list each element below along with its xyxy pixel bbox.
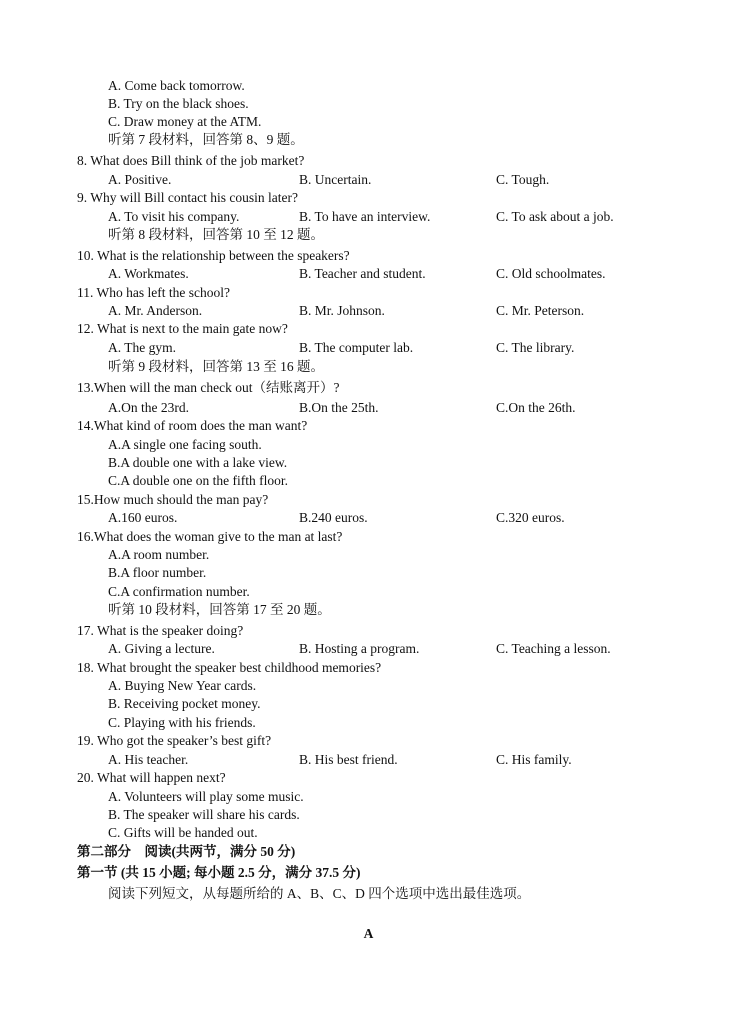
- option-c: C. Mr. Peterson.: [496, 303, 585, 318]
- question: 17. What is the speaker doing?: [77, 623, 244, 638]
- section-instruction: 听第 8 段材料，回答第 10 至 12 题。: [108, 227, 324, 242]
- option-c: C.On the 26th.: [496, 400, 576, 415]
- option-a: A. Mr. Anderson.: [108, 303, 203, 318]
- option-line: C. Gifts will be handed out.: [108, 825, 258, 840]
- option-a: A. To visit his company.: [108, 209, 240, 224]
- option-c: C. To ask about a job.: [496, 209, 614, 224]
- section-instruction: 听第 7 段材料，回答第 8、9 题。: [108, 132, 304, 147]
- option-b: B. His best friend.: [299, 752, 398, 767]
- option-a: A. Giving a lecture.: [108, 641, 215, 656]
- option-a: A. Positive.: [108, 172, 172, 187]
- option-line: C. Draw money at the ATM.: [108, 114, 262, 129]
- option-line: C.A double one on the fifth floor.: [108, 473, 288, 488]
- option-b: B. Mr. Johnson.: [299, 303, 385, 318]
- option-line: B. Try on the black shoes.: [108, 96, 249, 111]
- option-a: A. His teacher.: [108, 752, 189, 767]
- question: 19. Who got the speaker’s best gift?: [77, 733, 272, 748]
- option-line: B.A double one with a lake view.: [108, 455, 288, 470]
- question: 15.How much should the man pay?: [77, 492, 269, 507]
- question: 13.When will the man check out（结账离开）?: [77, 380, 340, 395]
- option-line: A. Buying New Year cards.: [108, 678, 257, 693]
- option-c: C. Old schoolmates.: [496, 266, 606, 281]
- option-line: B.A floor number.: [108, 565, 207, 580]
- option-line: A.A room number.: [108, 547, 210, 562]
- option-a: A. Workmates.: [108, 266, 189, 281]
- option-c: C.320 euros.: [496, 510, 565, 525]
- option-c: C. Tough.: [496, 172, 550, 187]
- option-line: A. Volunteers will play some music.: [108, 789, 304, 804]
- section-instruction: 听第 9 段材料，回答第 13 至 16 题。: [108, 359, 324, 374]
- question: 14.What kind of room does the man want?: [77, 418, 308, 433]
- question: 16.What does the woman give to the man at last?: [77, 529, 343, 544]
- option-line: C. Playing with his friends.: [108, 715, 256, 730]
- question: 10. What is the relationship between the speakers?: [77, 248, 350, 263]
- option-line: A.A single one facing south.: [108, 437, 262, 452]
- question: 8. What does Bill think of the job market?: [77, 153, 305, 168]
- question: 11. Who has left the school?: [77, 285, 230, 300]
- option-a: A. The gym.: [108, 340, 176, 355]
- option-b: B.On the 25th.: [299, 400, 379, 415]
- section-instruction: 听第 10 段材料，回答第 17 至 20 题。: [108, 602, 331, 617]
- option-c: C. His family.: [496, 752, 572, 767]
- option-b: B. Uncertain.: [299, 172, 372, 187]
- part-heading: 第二部分 阅读(共两节，满分 50 分): [77, 844, 296, 859]
- subsection-heading: 第一节 (共 15 小题; 每小题 2.5 分，满分 37.5 分): [77, 865, 361, 880]
- question: 20. What will happen next?: [77, 770, 226, 785]
- option-b: B.240 euros.: [299, 510, 368, 525]
- passage-label: A: [363, 926, 374, 941]
- option-b: B. Teacher and student.: [299, 266, 426, 281]
- option-a: A.On the 23rd.: [108, 400, 189, 415]
- option-a: A.160 euros.: [108, 510, 178, 525]
- option-b: B. The computer lab.: [299, 340, 414, 355]
- option-b: B. Hosting a program.: [299, 641, 420, 656]
- option-line: B. Receiving pocket money.: [108, 696, 261, 711]
- question: 9. Why will Bill contact his cousin later?: [77, 190, 298, 205]
- option-b: B. To have an interview.: [299, 209, 431, 224]
- reading-instruction: 阅读下列短文，从每题所给的 A、B、C、D 四个选项中选出最佳选项。: [108, 886, 531, 901]
- option-c: C. The library.: [496, 340, 575, 355]
- option-line: A. Come back tomorrow.: [108, 78, 245, 93]
- question: 18. What brought the speaker best childhood memories?: [77, 660, 382, 675]
- option-line: B. The speaker will share his cards.: [108, 807, 300, 822]
- option-line: C.A confirmation number.: [108, 584, 250, 599]
- option-c: C. Teaching a lesson.: [496, 641, 611, 656]
- question: 12. What is next to the main gate now?: [77, 321, 288, 336]
